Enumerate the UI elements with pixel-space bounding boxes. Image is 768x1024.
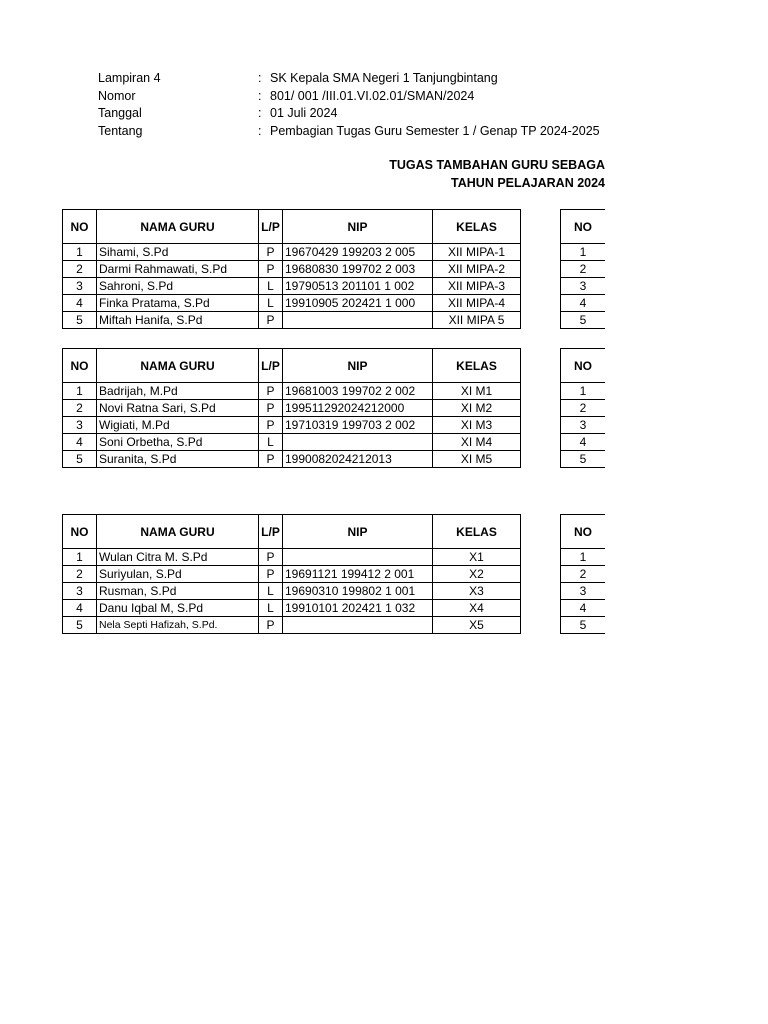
cell-kelas: X4 xyxy=(433,600,521,617)
side-table-2 xyxy=(560,348,605,468)
col-header-kelas: KELAS xyxy=(433,349,521,383)
cell-kelas: X1 xyxy=(433,549,521,566)
cell-no: 3 xyxy=(63,583,97,600)
cell-no: 5 xyxy=(63,617,97,634)
document-header xyxy=(0,0,768,150)
cell-side-no: 3 xyxy=(561,583,606,600)
cell-kelas: XII MIPA-2 xyxy=(433,261,521,278)
cell-lp: P xyxy=(259,549,283,566)
cell-nip: 19680830 199702 2 003 xyxy=(283,261,433,278)
header-label: Tentang xyxy=(98,124,143,138)
col-header-lp: L/P xyxy=(259,210,283,244)
cell-no: 4 xyxy=(63,295,97,312)
cell-kelas: X3 xyxy=(433,583,521,600)
cell-kelas: XII MIPA-3 xyxy=(433,278,521,295)
cell-nama: Sihami, S.Pd xyxy=(97,244,259,261)
cell-nama: Suranita, S.Pd xyxy=(97,451,259,468)
col-header-lp: L/P xyxy=(259,515,283,549)
cell-nip: 19670429 199203 2 005 xyxy=(283,244,433,261)
cell-lp: P xyxy=(259,617,283,634)
cell-nip: 19790513 201101 1 002 xyxy=(283,278,433,295)
cell-nip xyxy=(283,617,433,634)
table-row xyxy=(63,278,521,295)
cell-side-no: 3 xyxy=(561,278,606,295)
cell-lp: L xyxy=(259,600,283,617)
header-label: Tanggal xyxy=(98,106,142,120)
cell-lp: L xyxy=(259,278,283,295)
cell-side-no: 2 xyxy=(561,261,606,278)
cell-kelas: XI M2 xyxy=(433,400,521,417)
table-row xyxy=(63,295,521,312)
cell-lp: P xyxy=(259,400,283,417)
cell-nama: Danu Iqbal M, S.Pd xyxy=(97,600,259,617)
document-title-line2: TAHUN PELAJARAN 2024 xyxy=(451,176,605,190)
cell-lp: P xyxy=(259,383,283,400)
cell-nama: Suriyulan, S.Pd xyxy=(97,566,259,583)
col-header-nip: NIP xyxy=(283,349,433,383)
cell-nama: Nela Septi Hafizah, S.Pd. xyxy=(97,617,259,634)
cell-kelas: X5 xyxy=(433,617,521,634)
cell-nip xyxy=(283,312,433,329)
cell-nama: Finka Pratama, S.Pd xyxy=(97,295,259,312)
header-value: SK Kepala SMA Negeri 1 Tanjungbintang xyxy=(270,71,498,85)
col-header-no: NO xyxy=(63,349,97,383)
cell-nip: 1990082024212013 xyxy=(283,451,433,468)
cell-side-no: 5 xyxy=(561,451,606,468)
header-colon: : xyxy=(258,89,262,103)
cell-no: 5 xyxy=(63,451,97,468)
table-row xyxy=(63,617,521,634)
cell-nama: Novi Ratna Sari, S.Pd xyxy=(97,400,259,417)
header-colon: : xyxy=(258,124,262,138)
col-header-lp: L/P xyxy=(259,349,283,383)
cell-kelas: XII MIPA 5 xyxy=(433,312,521,329)
table-row xyxy=(63,566,521,583)
header-colon: : xyxy=(258,106,262,120)
cell-nip: 199511292024212000 xyxy=(283,400,433,417)
cell-side-no: 4 xyxy=(561,434,606,451)
table-row xyxy=(63,451,521,468)
col-header-no: NO xyxy=(63,210,97,244)
col-header-no: NO xyxy=(63,515,97,549)
col-header-nama: NAMA GURU xyxy=(97,349,259,383)
col-header-nama: NAMA GURU xyxy=(97,210,259,244)
cell-no: 5 xyxy=(63,312,97,329)
table-row xyxy=(63,312,521,329)
cell-side-no: 2 xyxy=(561,566,606,583)
col-header-nama: NAMA GURU xyxy=(97,515,259,549)
cell-nip: 19690310 199802 1 001 xyxy=(283,583,433,600)
cell-no: 1 xyxy=(63,383,97,400)
cell-side-no: 5 xyxy=(561,617,606,634)
cell-no: 1 xyxy=(63,549,97,566)
col-header-nip: NIP xyxy=(283,210,433,244)
cell-side-no: 4 xyxy=(561,295,606,312)
cell-nama: Wulan Citra M. S.Pd xyxy=(97,549,259,566)
header-value: 801/ 001 /III.01.VI.02.01/SMAN/2024 xyxy=(270,89,475,103)
header-label: Nomor xyxy=(98,89,136,103)
cell-side-no: 1 xyxy=(561,383,606,400)
cell-kelas: XI M5 xyxy=(433,451,521,468)
header-colon: : xyxy=(258,71,262,85)
side-table-3 xyxy=(560,514,605,634)
cell-no: 3 xyxy=(63,278,97,295)
table-row xyxy=(63,549,521,566)
cell-nama: Badrijah, M.Pd xyxy=(97,383,259,400)
header-value: Pembagian Tugas Guru Semester 1 / Genap TP 2024-2025 xyxy=(270,124,600,138)
col-header-side-no: NO xyxy=(561,349,606,383)
table-header-row xyxy=(63,210,521,244)
cell-nip xyxy=(283,549,433,566)
cell-kelas: XI M4 xyxy=(433,434,521,451)
cell-no: 4 xyxy=(63,600,97,617)
table-row xyxy=(63,244,521,261)
table-header-row xyxy=(63,349,521,383)
cell-side-no: 4 xyxy=(561,600,606,617)
col-header-side-no: NO xyxy=(561,515,606,549)
cell-side-no: 1 xyxy=(561,549,606,566)
table-row xyxy=(63,600,521,617)
table-row xyxy=(63,261,521,278)
cell-side-no: 3 xyxy=(561,417,606,434)
cell-kelas: XII MIPA-1 xyxy=(433,244,521,261)
side-table-1 xyxy=(560,209,605,329)
cell-no: 4 xyxy=(63,434,97,451)
table-row xyxy=(63,583,521,600)
cell-nip: 19910905 202421 1 000 xyxy=(283,295,433,312)
cell-nip: 19691121 199412 2 001 xyxy=(283,566,433,583)
cell-nip: 19710319 199703 2 002 xyxy=(283,417,433,434)
cell-lp: P xyxy=(259,261,283,278)
cell-lp: P xyxy=(259,244,283,261)
cell-nip xyxy=(283,434,433,451)
cell-lp: L xyxy=(259,583,283,600)
cell-no: 1 xyxy=(63,244,97,261)
cell-kelas: XI M3 xyxy=(433,417,521,434)
cell-lp: P xyxy=(259,566,283,583)
cell-no: 3 xyxy=(63,417,97,434)
col-header-side-no: NO xyxy=(561,210,606,244)
cell-nip: 19910101 202421 1 032 xyxy=(283,600,433,617)
cell-nama: Darmi Rahmawati, S.Pd xyxy=(97,261,259,278)
cell-lp: P xyxy=(259,451,283,468)
cell-no: 2 xyxy=(63,400,97,417)
header-label: Lampiran 4 xyxy=(98,71,161,85)
cell-kelas: X2 xyxy=(433,566,521,583)
cell-side-no: 1 xyxy=(561,244,606,261)
cell-side-no: 5 xyxy=(561,312,606,329)
cell-no: 2 xyxy=(63,261,97,278)
document-title-line1: TUGAS TAMBAHAN GURU SEBAGA xyxy=(389,158,605,172)
cell-lp: P xyxy=(259,417,283,434)
cell-kelas: XI M1 xyxy=(433,383,521,400)
cell-kelas: XII MIPA-4 xyxy=(433,295,521,312)
cell-lp: L xyxy=(259,295,283,312)
teacher-table-1 xyxy=(62,209,521,329)
col-header-kelas: KELAS xyxy=(433,210,521,244)
table-header-row xyxy=(63,515,521,549)
cell-nama: Wigiati, M.Pd xyxy=(97,417,259,434)
cell-nama: Sahroni, S.Pd xyxy=(97,278,259,295)
table-row xyxy=(63,400,521,417)
col-header-kelas: KELAS xyxy=(433,515,521,549)
cell-no: 2 xyxy=(63,566,97,583)
teacher-table-3 xyxy=(62,514,521,634)
teacher-table-2 xyxy=(62,348,521,468)
cell-nama: Soni Orbetha, S.Pd xyxy=(97,434,259,451)
table-row xyxy=(63,434,521,451)
table-row xyxy=(63,383,521,400)
cell-nama: Rusman, S.Pd xyxy=(97,583,259,600)
col-header-nip: NIP xyxy=(283,515,433,549)
header-value: 01 Juli 2024 xyxy=(270,106,338,120)
cell-lp: L xyxy=(259,434,283,451)
cell-lp: P xyxy=(259,312,283,329)
cell-nama: Miftah Hanifa, S.Pd xyxy=(97,312,259,329)
cell-nip: 19681003 199702 2 002 xyxy=(283,383,433,400)
cell-side-no: 2 xyxy=(561,400,606,417)
table-row xyxy=(63,417,521,434)
